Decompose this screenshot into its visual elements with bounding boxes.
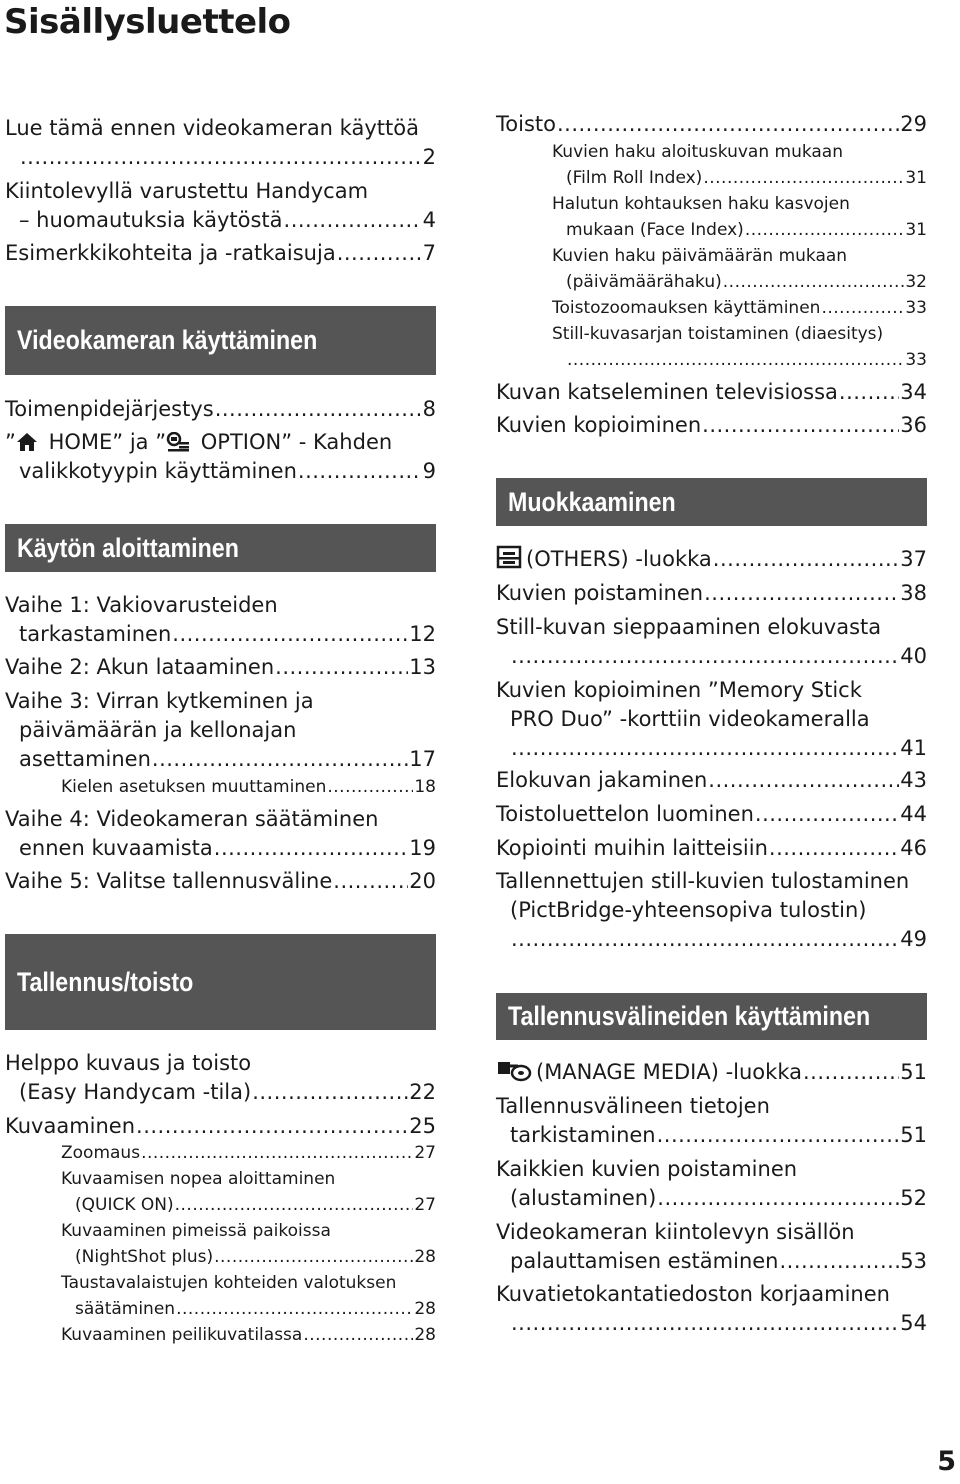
page-ref: 38: [900, 581, 927, 605]
toc-entry-kopiointi[interactable]: [496, 834, 927, 863]
entry-title: Lue tämä ennen videokameran käyttöä: [5, 116, 419, 140]
entry-title: Halutun kohtauksen haku kasvojen: [552, 194, 850, 214]
toc-entry-korjaaminen[interactable]: [496, 1280, 927, 1338]
toc-entry-manage-media[interactable]: [496, 1058, 927, 1087]
page-ref: 22: [409, 1080, 436, 1104]
entry-title: Kuvatietokantatiedoston korjaaminen: [496, 1282, 890, 1306]
entry-title: Vaihe 3: Virran kytkeminen ja: [5, 689, 314, 713]
page-ref: 25: [409, 1114, 436, 1138]
page-ref: 2: [422, 145, 436, 169]
page-ref: 31: [905, 168, 927, 188]
entry-title: Vaihe 2: Akun lataaminen: [5, 655, 275, 679]
toc-entry-vaihe4[interactable]: Vaihe 4: Videokameran säätäminen ennen kuvaamista ..... 19: [5, 805, 436, 863]
toc-entry-toistoluettelo[interactable]: [496, 800, 927, 829]
toc-entry-toimenpide[interactable]: [5, 395, 436, 424]
page-ref: 32: [905, 272, 927, 292]
entry-title: Toistoluettelon luominen: [496, 802, 754, 826]
entry-title: Kuvien haku päivämäärän mukaan: [552, 246, 848, 266]
page-ref: 29: [900, 112, 927, 136]
toc-subentry-taustavalo[interactable]: Taustavalaistujen kohteiden valotuksen säätäminen ..... 28: [61, 1270, 436, 1322]
entry-title: Elokuvan jakaminen: [496, 768, 708, 792]
entry-title: Kuvaaminen: [5, 1114, 136, 1138]
page-ref: 34: [900, 380, 927, 404]
toc-entry-memory-stick[interactable]: Kuvien kopioiminen ”Memory Stick PRO Duo” -korttiin videokameralla ..... 41: [496, 676, 927, 763]
page-ref: 13: [409, 655, 436, 679]
entry-title: Kuvien kopioiminen ”Memory Stick: [496, 678, 862, 702]
page-ref: 17: [409, 747, 436, 771]
entry-title-cont: – huomautuksia käytöstä: [19, 208, 283, 232]
option-icon: [166, 431, 190, 460]
section-heading-muokkaaminen: Muokkaaminen: [496, 478, 927, 526]
page-ref: 33: [905, 350, 927, 370]
entry-title: Kuvien haku aloituskuvan mukaan: [552, 142, 843, 162]
toc-subentry-nightshot[interactable]: Kuvaaminen pimeissä paikoissa (NightShot plus) ..... 28: [61, 1218, 436, 1270]
page-ref: 20: [409, 869, 436, 893]
entry-title: Tallennusvälineen tietojen: [496, 1094, 770, 1118]
page-ref: 51: [900, 1060, 927, 1084]
entry-title: Vaihe 4: Videokameran säätäminen: [5, 807, 379, 831]
page-ref: 41: [900, 736, 927, 760]
page-ref: 27: [414, 1195, 436, 1215]
page-ref: 36: [900, 413, 927, 437]
toc-subentry-kieli[interactable]: [61, 774, 436, 800]
entry-title: Still-kuvan sieppaaminen elokuvasta: [496, 615, 882, 639]
toc-subentry-toistozoom[interactable]: [552, 295, 927, 321]
toc-subentry-zoomaus[interactable]: [61, 1140, 436, 1166]
entry-title: Videokameran kiintolevyn sisällön: [496, 1220, 855, 1244]
page-ref: 37: [900, 547, 927, 571]
toc-subentry-peilikuva[interactable]: [61, 1322, 436, 1348]
page-ref: 53: [900, 1249, 927, 1273]
toc-entry-palauttaminen[interactable]: Videokameran kiintolevyn sisällön palauttamisen estäminen ..... 53: [496, 1218, 927, 1276]
entry-title: Taustavalaistujen kohteiden valotuksen: [61, 1273, 397, 1293]
toc-entry-vaihe5[interactable]: [5, 867, 436, 896]
toc-entry-sieppaaminen[interactable]: [496, 613, 927, 671]
manage-media-icon: [496, 1058, 532, 1090]
toc-entry-helppo[interactable]: Helppo kuvaus ja toisto (Easy Handycam -tila) ..... 22: [5, 1049, 436, 1107]
entry-title: (OTHERS) -luokka: [526, 547, 712, 571]
page-ref: 54: [900, 1311, 927, 1335]
toc-subentry-quick-on[interactable]: Kuvaamisen nopea aloittaminen (QUICK ON) ..... 27: [61, 1166, 436, 1218]
entry-title: Kuvan katseleminen televisiossa: [496, 380, 838, 404]
page-ref: 28: [414, 1247, 436, 1267]
section-heading-videokameran-kayttaminen: Videokameran käyttäminen: [5, 306, 436, 375]
entry-title: Kiintolevyllä varustettu Handycam: [5, 179, 369, 203]
entry-title: Vaihe 1: Vakiovarusteiden: [5, 593, 278, 617]
page-ref: 18: [414, 777, 436, 797]
toc-entry-home-option[interactable]: ” HOME” ja ” OPTION” - Kahden valikkotyypin käyttäminen ..... 9: [5, 428, 436, 486]
section-heading-tallennus-toisto: Tallennus/toisto: [5, 934, 436, 1030]
entry-title: Toistozoomauksen käyttäminen: [552, 298, 821, 318]
entry-title: Still-kuvasarjan toistaminen (diaesitys): [552, 324, 884, 344]
entry-title: Toimenpidejärjestys: [5, 397, 214, 421]
page-ref: 9: [422, 459, 436, 483]
page-ref: 7: [422, 241, 436, 265]
toc-entry-kopioiminen[interactable]: [496, 411, 927, 440]
entry-title: Kuvaaminen peilikuvatilassa: [61, 1325, 303, 1345]
page-ref: 27: [414, 1143, 436, 1163]
entry-title: Kaikkien kuvien poistaminen: [496, 1157, 798, 1181]
toc-entry-televisio[interactable]: [496, 378, 927, 407]
entry-title: Kuvien kopioiminen: [496, 413, 702, 437]
page-ref: 31: [905, 220, 927, 240]
toc-subentry-paivamaarahaku[interactable]: Kuvien haku päivämäärän mukaan (päivämäärähaku) ..... 32: [552, 243, 927, 295]
toc-subentry-film-roll[interactable]: Kuvien haku aloituskuvan mukaan (Film Roll Index) ..... 31: [552, 139, 927, 191]
entry-title: Helppo kuvaus ja toisto: [5, 1051, 252, 1075]
page-ref: 49: [900, 927, 927, 951]
page-ref: 12: [409, 622, 436, 646]
toc-entry-kuvaaminen[interactable]: [5, 1112, 436, 1141]
toc-entry-esimerkki[interactable]: [5, 239, 436, 268]
toc-entry-toisto[interactable]: [496, 110, 927, 139]
page-ref: 19: [409, 836, 436, 860]
entry-title: Tallennettujen still-kuvien tulostaminen: [496, 869, 910, 893]
toc-entry-jakaminen[interactable]: [496, 766, 927, 795]
toc-entry-tulostaminen[interactable]: Tallennettujen still-kuvien tulostaminen (PictBridge-yhteensopiva tulostin) ..... 49: [496, 867, 927, 954]
toc-entry-alustaminen[interactable]: Kaikkien kuvien poistaminen (alustaminen) ..... 52: [496, 1155, 927, 1213]
entry-title: Kielen asetuksen muuttaminen: [61, 777, 327, 797]
section-heading-kayton-aloittaminen: Käytön aloittaminen: [5, 524, 436, 572]
page-ref: 52: [900, 1186, 927, 1210]
toc-entry-tietojen-tarkistus[interactable]: Tallennusvälineen tietojen tarkistaminen ..... 51: [496, 1092, 927, 1150]
entry-title: Kuvaamisen nopea aloittaminen: [61, 1169, 336, 1189]
entry-title: Kopiointi muihin laitteisiin: [496, 836, 768, 860]
toc-entry-others[interactable]: [496, 545, 927, 574]
page-ref: 28: [414, 1299, 436, 1319]
toc-entry-kiintolevy[interactable]: [5, 177, 436, 235]
entry-title: Vaihe 5: Valitse tallennusväline: [5, 869, 333, 893]
entry-title: Zoomaus: [61, 1143, 141, 1163]
toc-entry-vaihe2[interactable]: [5, 653, 436, 682]
entry-title-cont: valikkotyypin käyttäminen: [19, 459, 297, 483]
page-title: Sisällysluettelo: [4, 2, 291, 42]
page-ref: 4: [422, 208, 436, 232]
page-ref: 43: [900, 768, 927, 792]
page-ref: 8: [422, 397, 436, 421]
entry-title: Toisto: [496, 112, 556, 136]
entry-title: Esimerkkikohteita ja -ratkaisuja: [5, 241, 336, 265]
page-ref: 28: [414, 1325, 436, 1345]
others-icon: [496, 545, 522, 577]
toc-entry-poistaminen[interactable]: [496, 579, 927, 608]
page-ref: 40: [900, 644, 927, 668]
toc-subentry-face-index[interactable]: Halutun kohtauksen haku kasvojen mukaan (Face Index) ..... 31: [552, 191, 927, 243]
section-heading-tallennusvalineet: Tallennusvälineiden käyttäminen: [496, 993, 927, 1040]
entry-title: (MANAGE MEDIA) -luokka: [536, 1060, 802, 1084]
page-ref: 33: [905, 298, 927, 318]
page-ref: 44: [900, 802, 927, 826]
page-ref: 51: [900, 1123, 927, 1147]
entry-title: Kuvien poistaminen: [496, 581, 704, 605]
toc-subentry-diaesitys[interactable]: [552, 321, 927, 373]
entry-title: Kuvaaminen pimeissä paikoissa: [61, 1221, 331, 1241]
toc-entry-lue[interactable]: [5, 114, 436, 172]
toc-entry-vaihe3[interactable]: Vaihe 3: Virran kytkeminen ja päivämäärän ja kellonajan asettaminen ..... 17: [5, 687, 436, 774]
page-number: 5: [937, 1446, 956, 1477]
home-icon: [16, 431, 38, 460]
toc-entry-vaihe1[interactable]: Vaihe 1: Vakiovarusteiden tarkastaminen ..... 12: [5, 591, 436, 649]
page-ref: 46: [900, 836, 927, 860]
